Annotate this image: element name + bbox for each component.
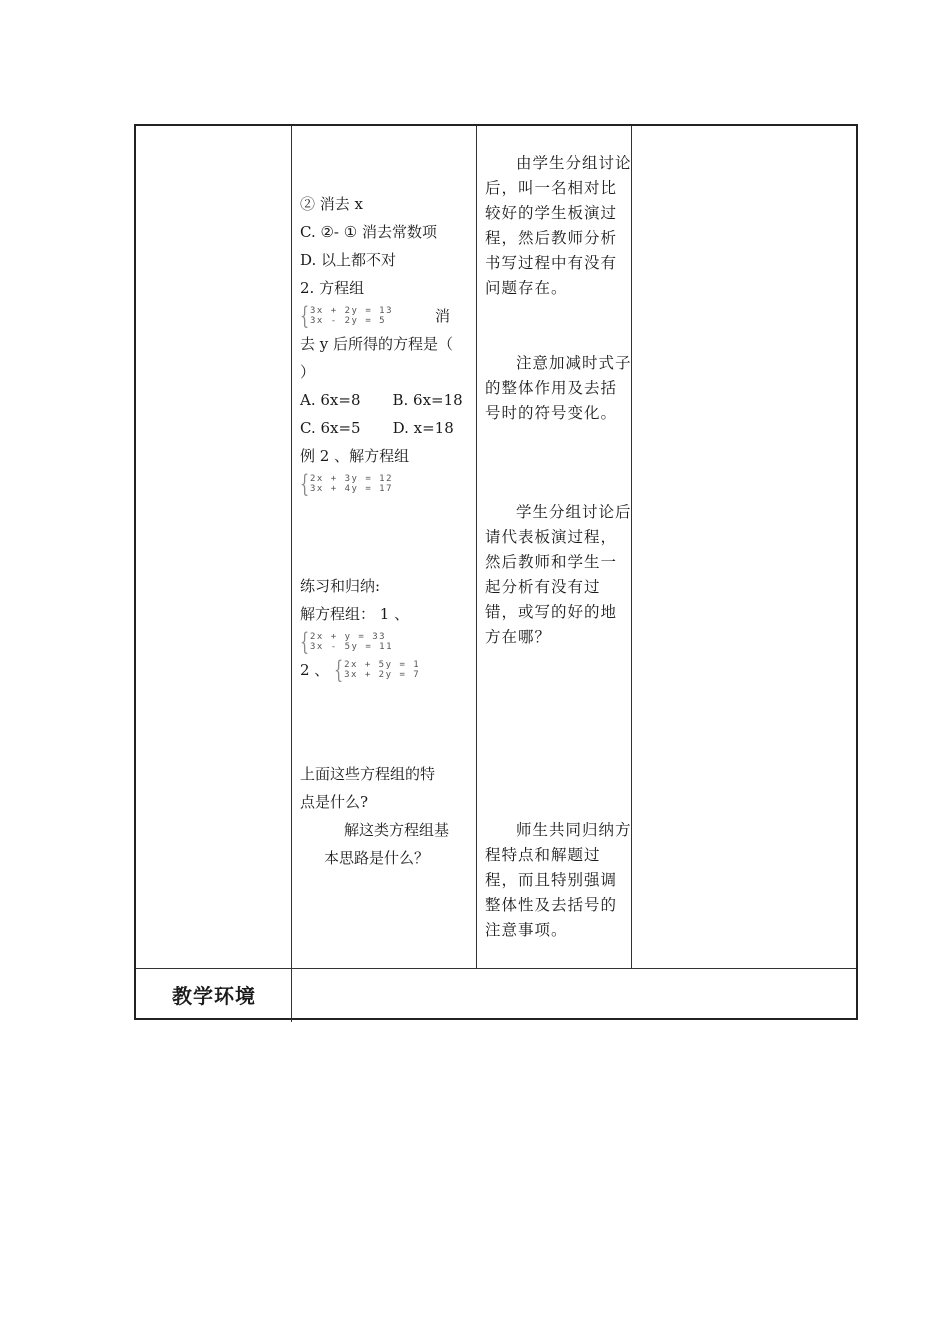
equation-system-line — [300, 656, 475, 684]
option-d: D. x=18 — [392, 419, 454, 437]
equation-system-line — [300, 628, 475, 656]
option-a: A. 6x=8 — [300, 391, 361, 409]
content-text: 消 — [435, 307, 451, 325]
answer-options-line — [300, 386, 475, 414]
equation: 2x + 5y = 1 — [344, 660, 421, 670]
equation: 2x + 3y = 12 — [310, 474, 394, 484]
activity-note: 注意加减时式子的整体作用及去括号时的符号变化。 — [485, 354, 632, 422]
lesson-plan-table — [134, 124, 858, 1020]
activity-note: 师生共同归纳方程特点和解题过程，而且特别强调整体性及去括号的注意事项。 — [485, 821, 632, 939]
activity-note: 学生分组讨论后请代表板演过程，然后教师和学生一起分析有没有过错，或写的好的地方在哪？ — [485, 503, 632, 646]
column-divider — [291, 126, 292, 1022]
equation-system-line — [300, 302, 475, 330]
equation-system: { 2x + y = 33 3x - 5y = 11 — [300, 628, 394, 656]
content-line: 例 2 、解方程组 — [300, 447, 410, 465]
content-line: 上面这些方程组的特 — [300, 765, 436, 783]
equation: 3x + 4y = 17 — [310, 484, 394, 494]
equation-system: { 3x + 2y = 13 3x - 2y = 5 — [300, 302, 394, 330]
equation-system: { 2x + 3y = 12 3x + 4y = 17 — [300, 470, 394, 498]
content-text: 2 、 — [300, 661, 330, 679]
option-b: B. 6x=18 — [392, 391, 463, 409]
teaching-environment-label: 教学环境 — [172, 984, 256, 1008]
equation: 3x - 5y = 11 — [310, 642, 394, 652]
equation: 3x + 2y = 7 — [344, 670, 421, 680]
content-line: D. 以上都不对 — [300, 251, 397, 269]
equation: 2x + y = 33 — [310, 632, 387, 642]
content-line: 解方程组： 1 、 — [300, 605, 410, 623]
content-line: 2. 方程组 — [300, 279, 365, 297]
equation-system-line — [300, 470, 475, 498]
content-line: ② 消去 x — [300, 195, 363, 213]
content-line: 点是什么? — [300, 793, 369, 811]
teaching-content-cell — [300, 190, 475, 872]
equation: 3x + 2y = 13 — [310, 306, 394, 316]
content-line: 练习和归纳: — [300, 577, 381, 595]
content-line: 去 y 后所得的方程是（ — [300, 335, 454, 353]
content-line: 解这类方程组基 — [344, 821, 450, 839]
equation-system: { 2x + 5y = 1 3x + 2y = 7 — [334, 656, 421, 684]
option-c: C. 6x=5 — [300, 419, 361, 437]
equation: 3x - 2y = 5 — [310, 316, 387, 326]
column-divider — [476, 126, 477, 969]
content-line: 本思路是什么？ — [324, 849, 430, 867]
answer-options-line — [300, 414, 475, 442]
activity-note: 由学生分组讨论后，叫一名相对比较好的学生板演过程，然后教师分析书写过程中有没有问题存在。 — [485, 154, 632, 297]
content-line: ） — [300, 363, 316, 381]
content-line: C. ②- ① 消去常数项 — [300, 223, 437, 241]
